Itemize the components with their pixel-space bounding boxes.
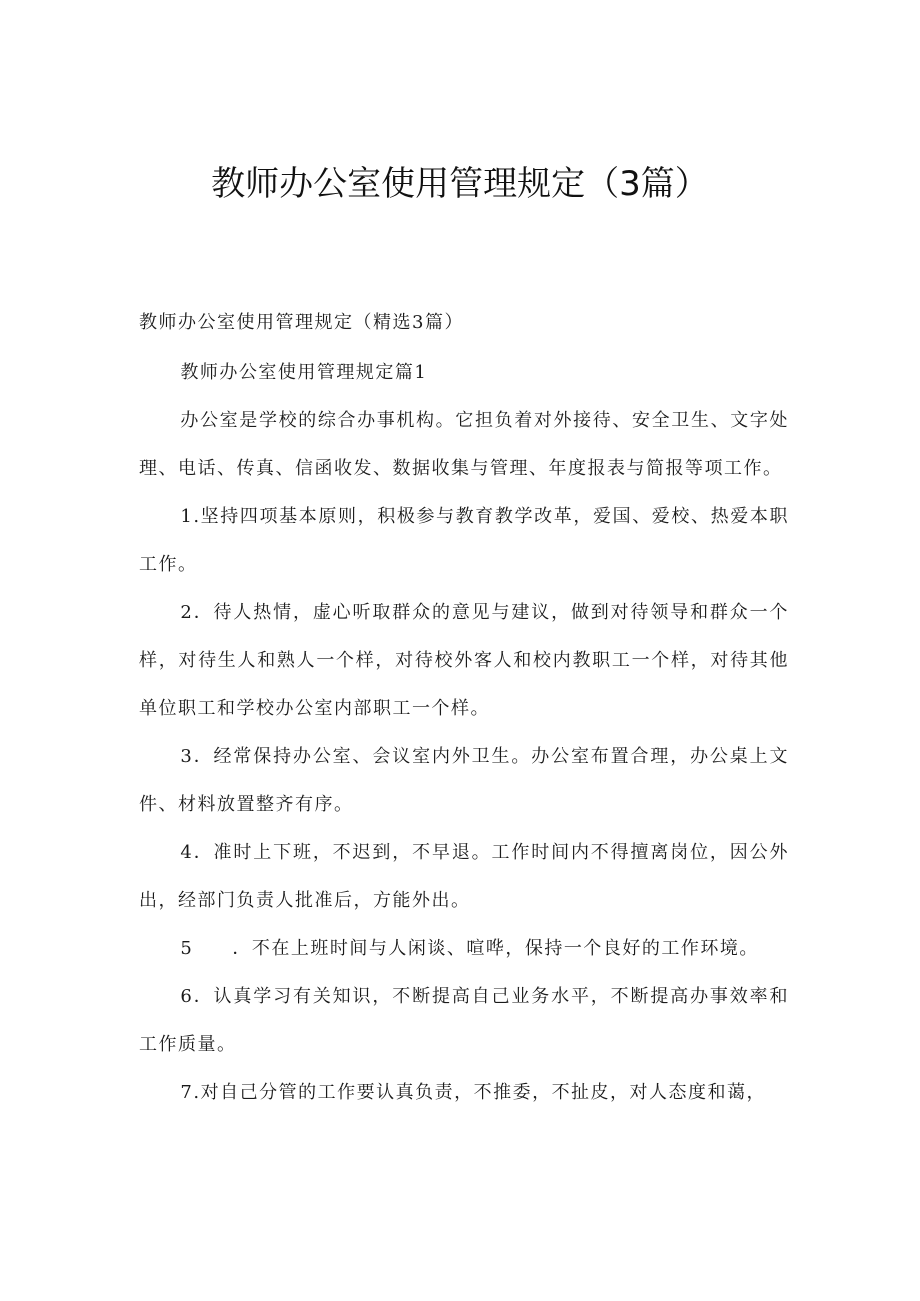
document-body bbox=[139, 299, 789, 1117]
paragraph-item-4: 4．准时上下班，不迟到，不早退。工作时间内不得擅离岗位，因公外出，经部门负责人批准后，方能外出。 bbox=[139, 842, 789, 911]
paragraph-item-3: 3．经常保持办公室、会议室内外卫生。办公室布置合理，办公桌上文件、材料放置整齐有序。 bbox=[139, 746, 789, 815]
document-title: 教师办公室使用管理规定（3篇） bbox=[211, 164, 709, 204]
paragraph-item-1: 1.坚持四项基本原则，积极参与教育教学改革，爱国、爱校、热爱本职工作。 bbox=[139, 506, 789, 575]
section-heading: 教师办公室使用管理规定篇1 bbox=[180, 362, 428, 383]
paragraph-item-6: 6．认真学习有关知识，不断提高自己业务水平，不断提高办事效率和工作质量。 bbox=[139, 986, 789, 1055]
paragraph-item-2: 2．待人热情，虚心听取群众的意见与建议，做到对待领导和群众一个样，对待生人和熟人一个样，对待校外客人和校内教职工一个样，对待其他单位职工和学校办公室内部职工一个样。 bbox=[139, 602, 789, 719]
paragraph-item-5: 5 ．不在上班时间与人闲谈、喧哗，保持一个良好的工作环境。 bbox=[180, 938, 759, 959]
subtitle: 教师办公室使用管理规定（精选3篇） bbox=[139, 312, 464, 333]
paragraph-item-7: 7.对自己分管的工作要认真负责，不推委，不扯皮，对人态度和蔼， bbox=[180, 1082, 767, 1103]
paragraph-intro: 办公室是学校的综合办事机构。它担负着对外接待、安全卫生、文字处理、电话、传真、信函收发、数据收集与管理、年度报表与简报等项工作。 bbox=[139, 410, 789, 479]
